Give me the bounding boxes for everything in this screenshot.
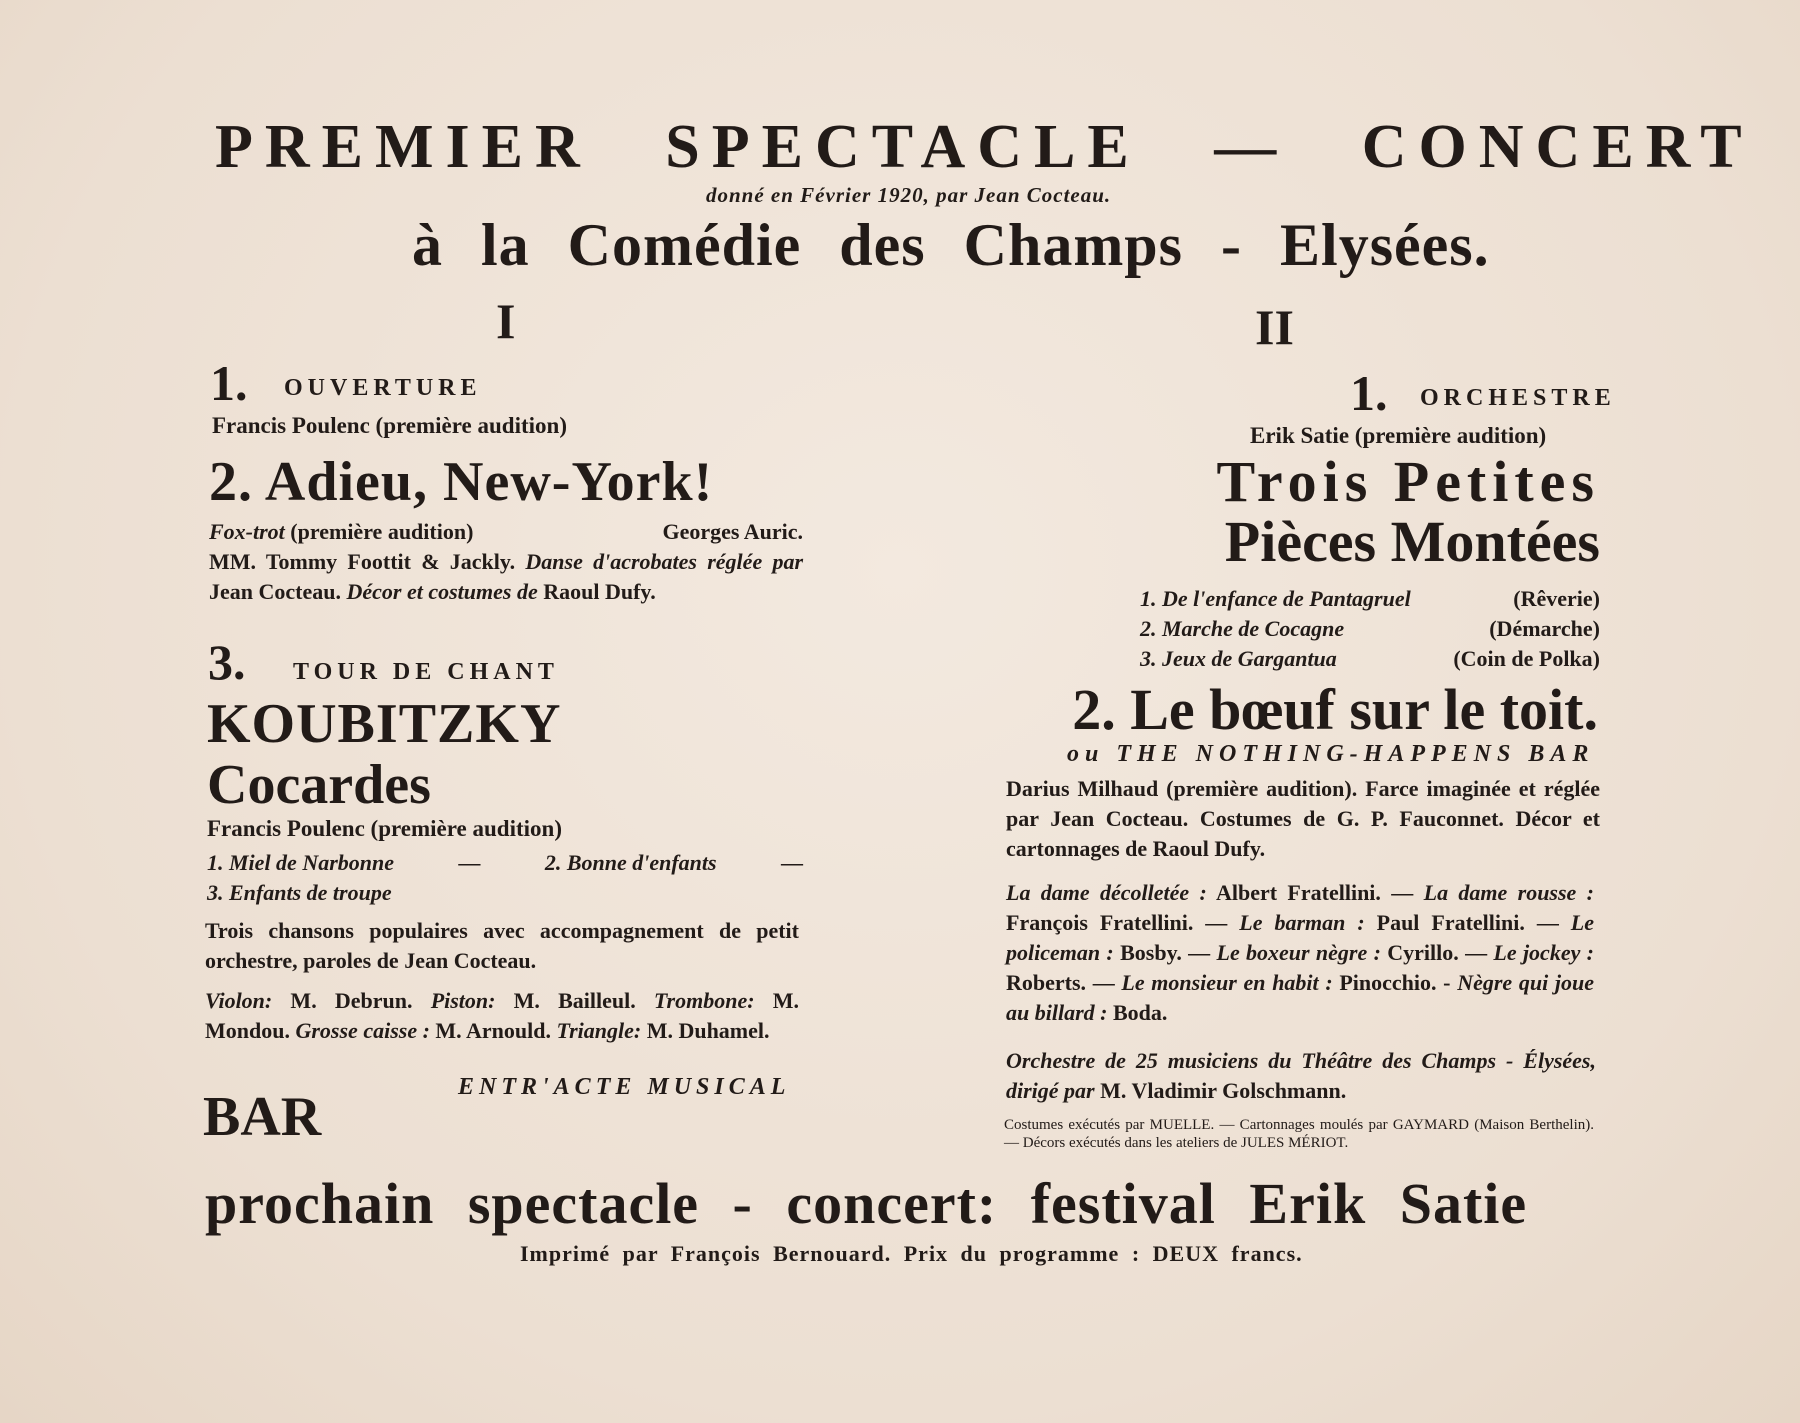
- piece-row: [1140, 644, 1600, 674]
- cast-list: [1006, 878, 1594, 1028]
- part-one-numeral: I: [496, 293, 516, 349]
- item-title-boeuf-sur-le-toit: 2. Le bœuf sur le toit.: [1072, 677, 1598, 742]
- composer-name: Georges Auric.: [662, 519, 803, 544]
- piece-row: [1140, 584, 1600, 614]
- actor-name: Pinocchio. -: [1332, 970, 1458, 995]
- actor-name: Paul Fratellini. —: [1364, 910, 1571, 935]
- cocardes-description: Trois chansons populaires avec accompagnement de petit orchestre, paroles de Jean Cocteau.: [205, 918, 799, 973]
- piece-note: (Rêverie): [1513, 586, 1600, 611]
- directed-label: réglée par: [707, 549, 804, 574]
- audition-note: (première audition): [284, 519, 474, 544]
- item-heading-orchestre: ORCHESTRE: [1420, 385, 1616, 411]
- pieces-list: [1140, 584, 1600, 674]
- performer-name: KOUBITZKY: [207, 693, 562, 755]
- actor-name: Cyrillo. —: [1380, 940, 1494, 965]
- musician-name: M. Mondou.: [205, 988, 799, 1043]
- designer-name: Raoul Dufy.: [543, 579, 656, 604]
- item-composer: Francis Poulenc (première audition): [212, 413, 567, 438]
- item-number: 3.: [208, 634, 246, 690]
- venue-line: à la Comédie des Champs - Elysées.: [412, 212, 1490, 278]
- item-title-trois-petites: Trois Petites: [1216, 449, 1600, 514]
- performers: MM. Tommy Foottit & Jackly.: [209, 549, 526, 574]
- orchestra-credit: [1006, 1046, 1596, 1106]
- piece-note: (Démarche): [1489, 616, 1600, 641]
- musician-name: M. Arnould.: [429, 1018, 557, 1043]
- piece-title: 1. De l'enfance de Pantagruel: [1140, 586, 1411, 611]
- dash: —: [458, 850, 481, 875]
- item-number: 1.: [1350, 365, 1388, 421]
- instrument-label: Violon:: [205, 988, 273, 1013]
- piece-title: 3. Jeux de Gargantua: [1140, 646, 1337, 671]
- song-row: [207, 848, 803, 878]
- item-number: 1.: [210, 355, 248, 411]
- boeuf-description: Darius Milhaud (première audition). Farce imaginée et réglée par Jean Cocteau. Costumes de G. P. Fauconnet. Décor et cartonnages de Raoul Dufy.: [1006, 776, 1600, 861]
- description-line: [209, 517, 803, 547]
- instrument-label: Piston:: [430, 988, 496, 1013]
- item-description-adieu: [209, 517, 803, 607]
- poster-title: PREMIER SPECTACLE — CONCERT: [215, 113, 1754, 181]
- role-name: La dame rousse :: [1423, 880, 1595, 905]
- item-heading-tour-de-chant: TOUR DE CHANT: [293, 659, 559, 685]
- band-members: [205, 986, 799, 1046]
- production-credits: Costumes exécutés par MUELLE. — Cartonnages moulés par GAYMARD (Maison Berthelin). — Décors exécutés dans les ateliers de JULES MÉRIOT.: [1004, 1117, 1594, 1151]
- actor-name: Boda.: [1107, 1000, 1168, 1025]
- role-name: Le monsieur en habit :: [1121, 970, 1333, 995]
- instrument-label: Grosse caisse :: [295, 1018, 430, 1043]
- part-two-numeral: II: [1255, 299, 1294, 355]
- item-title-adieu-new-york: 2. Adieu, New-York!: [209, 451, 714, 513]
- item-composer: Francis Poulenc (première audition): [207, 816, 562, 841]
- dash: —: [780, 850, 803, 875]
- entracte-label: ENTR'ACTE MUSICAL: [458, 1074, 791, 1100]
- role-name: Le policeman :: [1006, 910, 1594, 965]
- actor-name: Bosby. —: [1113, 940, 1217, 965]
- musician-name: M. Bailleul.: [495, 988, 654, 1013]
- song-list: [207, 848, 803, 908]
- orchestra-label: Orchestre de 25 musiciens du Théâtre des Champs - Élysées, dirigé par: [1006, 1048, 1596, 1103]
- genre-label: Fox-trot: [209, 519, 285, 544]
- actor-name: François Fratellini. —: [1006, 910, 1240, 935]
- decor-label: Décor et costumes de: [346, 579, 538, 604]
- piece-row: [1140, 614, 1600, 644]
- instrument-label: Trombone:: [653, 988, 755, 1013]
- role-name: La dame décolletée :: [1006, 880, 1207, 905]
- item-subtitle: ou THE NOTHING-HAPPENS BAR: [1067, 741, 1595, 767]
- item-heading-ouverture: OUVERTURE: [284, 375, 482, 401]
- role-name: Le jockey :: [1493, 940, 1594, 965]
- conductor-name: M. Vladimir Golschmann.: [1094, 1078, 1347, 1103]
- director-name: Jean Cocteau.: [209, 579, 347, 604]
- actor-name: Albert Fratellini. —: [1206, 880, 1424, 905]
- musician-name: M. Debrun.: [272, 988, 431, 1013]
- poster-subtitle: donné en Février 1920, par Jean Cocteau.: [706, 183, 1112, 207]
- description-fragment: [209, 517, 473, 547]
- dance-label: Danse d'acrobates: [525, 549, 697, 574]
- description-text: [209, 547, 803, 607]
- role-name: Le boxeur nègre :: [1216, 940, 1381, 965]
- musician-name: M. Duhamel.: [641, 1018, 770, 1043]
- item-composer: Erik Satie (première audition): [1250, 423, 1547, 448]
- bar-label: BAR: [203, 1086, 322, 1148]
- item-title-pieces-montees: Pièces Montées: [1224, 509, 1600, 574]
- song-item: 1. Miel de Narbonne: [207, 850, 394, 875]
- song-item: 2. Bonne d'enfants: [544, 850, 717, 875]
- item-title-cocardes: Cocardes: [207, 754, 431, 816]
- piece-title: 2. Marche de Cocagne: [1140, 616, 1345, 641]
- actor-name: Roberts. —: [1006, 970, 1122, 995]
- role-name: Nègre qui joue au billard :: [1006, 970, 1594, 1025]
- next-show-announcement: prochain spectacle - concert: festival Erik Satie: [205, 1171, 1528, 1236]
- printer-line: Imprimé par François Bernouard. Prix du programme : DEUX francs.: [520, 1241, 1303, 1266]
- piece-note: (Coin de Polka): [1453, 646, 1600, 671]
- instrument-label: Triangle:: [556, 1018, 642, 1043]
- role-name: Le barman :: [1239, 910, 1365, 935]
- song-item: 3. Enfants de troupe: [207, 880, 392, 905]
